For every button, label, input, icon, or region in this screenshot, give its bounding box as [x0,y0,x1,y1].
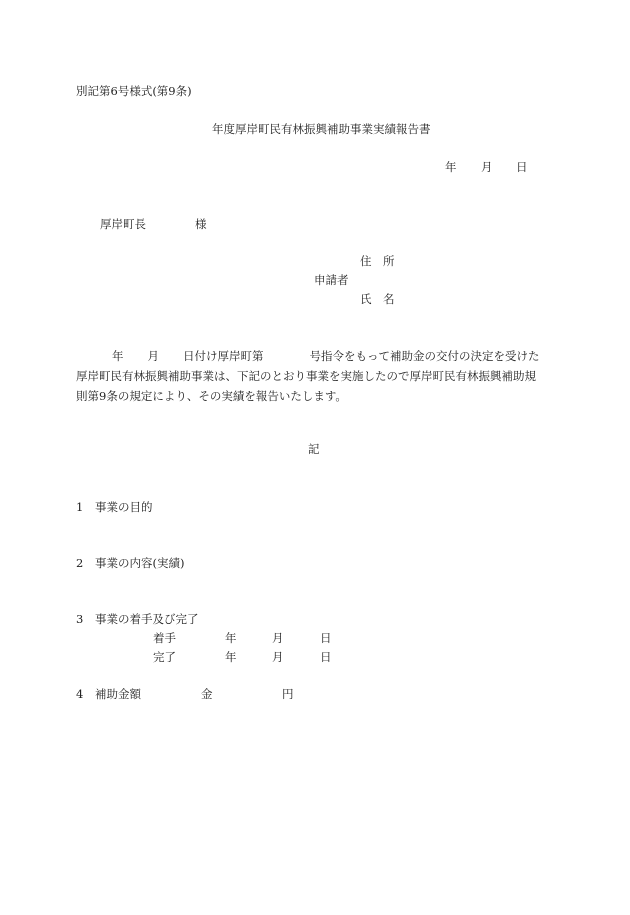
start-label: 着手 [153,631,176,645]
addressee-honorific: 様 [195,217,207,231]
item-1-number: 1 [76,500,84,514]
address-label: 住 所 [360,254,395,268]
item-3-number: 3 [76,612,84,626]
body-year: 年 [112,349,124,363]
applicant-label: 申請者 [314,273,349,287]
start-day: 日 [320,631,332,645]
form-label: 別記第6号様式(第9条) [76,84,192,98]
body-paragraph [76,346,552,406]
date-month: 月 [481,160,493,174]
body-line1-rest: 号指令をもって補助金の交付の決定を受けた [309,349,540,363]
start-month: 月 [272,631,284,645]
item-4-yen: 円 [282,687,294,701]
end-year: 年 [225,650,237,664]
item-4-kin: 金 [201,687,213,701]
body-month: 月 [147,349,159,363]
item-3-label: 事業の着手及び完了 [95,612,199,626]
item-4-number: 4 [76,687,84,701]
body-line2: 厚岸町民有林振興補助事業は、下記のとおり事業を実施したので厚岸町民有林振興補助規 [76,369,536,383]
body-day-prefix: 日付け厚岸町第 [183,349,264,363]
item-4-label: 補助金額 [95,687,141,701]
end-label: 完了 [153,650,176,664]
end-month: 月 [272,650,284,664]
date-day: 日 [516,160,528,174]
item-2-label: 事業の内容(実績) [95,556,185,570]
date-year: 年 [445,160,457,174]
item-2-number: 2 [76,556,84,570]
name-label: 氏 名 [360,292,395,306]
end-day: 日 [320,650,332,664]
body-line3: 則第9条の規定により、その実績を報告いたします。 [76,389,347,403]
ki-heading: 記 [308,442,320,456]
start-year: 年 [225,631,237,645]
addressee-name: 厚岸町長 [100,217,146,231]
item-1-label: 事業の目的 [95,500,153,514]
document-title: 年度厚岸町民有林振興補助事業実績報告書 [212,122,431,136]
